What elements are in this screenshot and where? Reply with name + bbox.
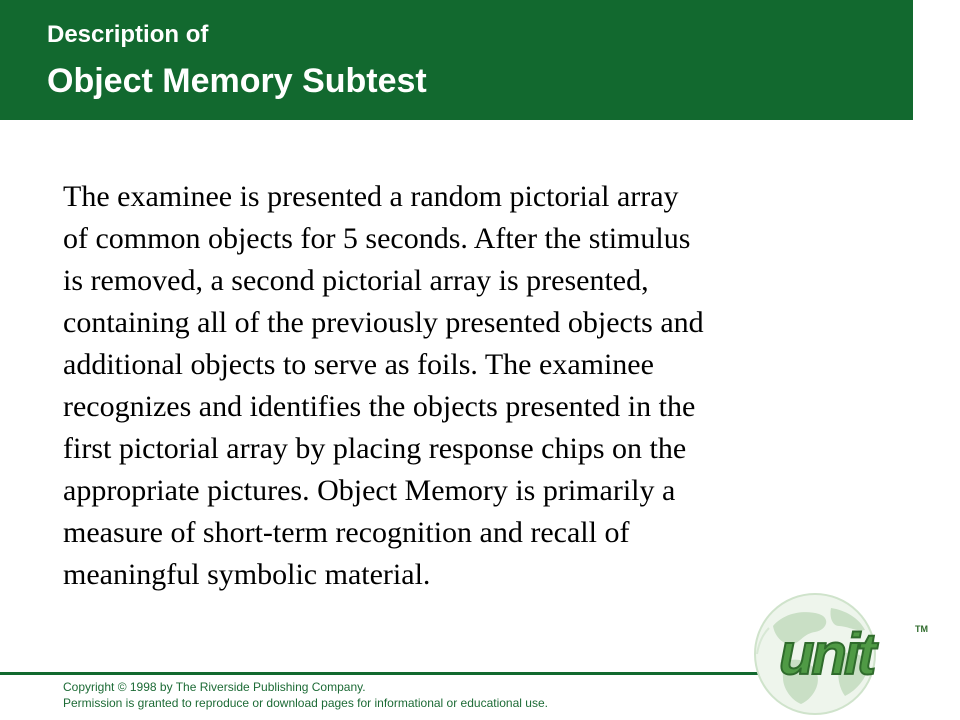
permission-text: Permission is granted to reproduce or download pages for informational or educational use.: [63, 696, 548, 710]
slide-title: Object Memory Subtest: [47, 62, 427, 100]
unit-logo: [745, 592, 945, 716]
footer-divider: [0, 672, 760, 675]
trademark-mark: TM: [915, 624, 928, 634]
slide-subtitle: Description of: [47, 21, 209, 48]
description-text: The examinee is presented a random pictorial array of common objects for 5 seconds. After the stimulus is removed, a second pictorial array is presented, containing all of the previously presented objects and additional objects to serve as foils. The examinee recognizes and identifies the objects presented in the first pictorial array by placing response chips on the appropriate pictures. Object Memory is primarily a measure of short-term recognition and recall of meaningful symbolic material.: [63, 180, 704, 591]
title-banner: [0, 0, 913, 120]
logo-wordmark: unit: [779, 622, 874, 687]
copyright-text: Copyright © 1998 by The Riverside Publishing Company.: [63, 680, 366, 694]
